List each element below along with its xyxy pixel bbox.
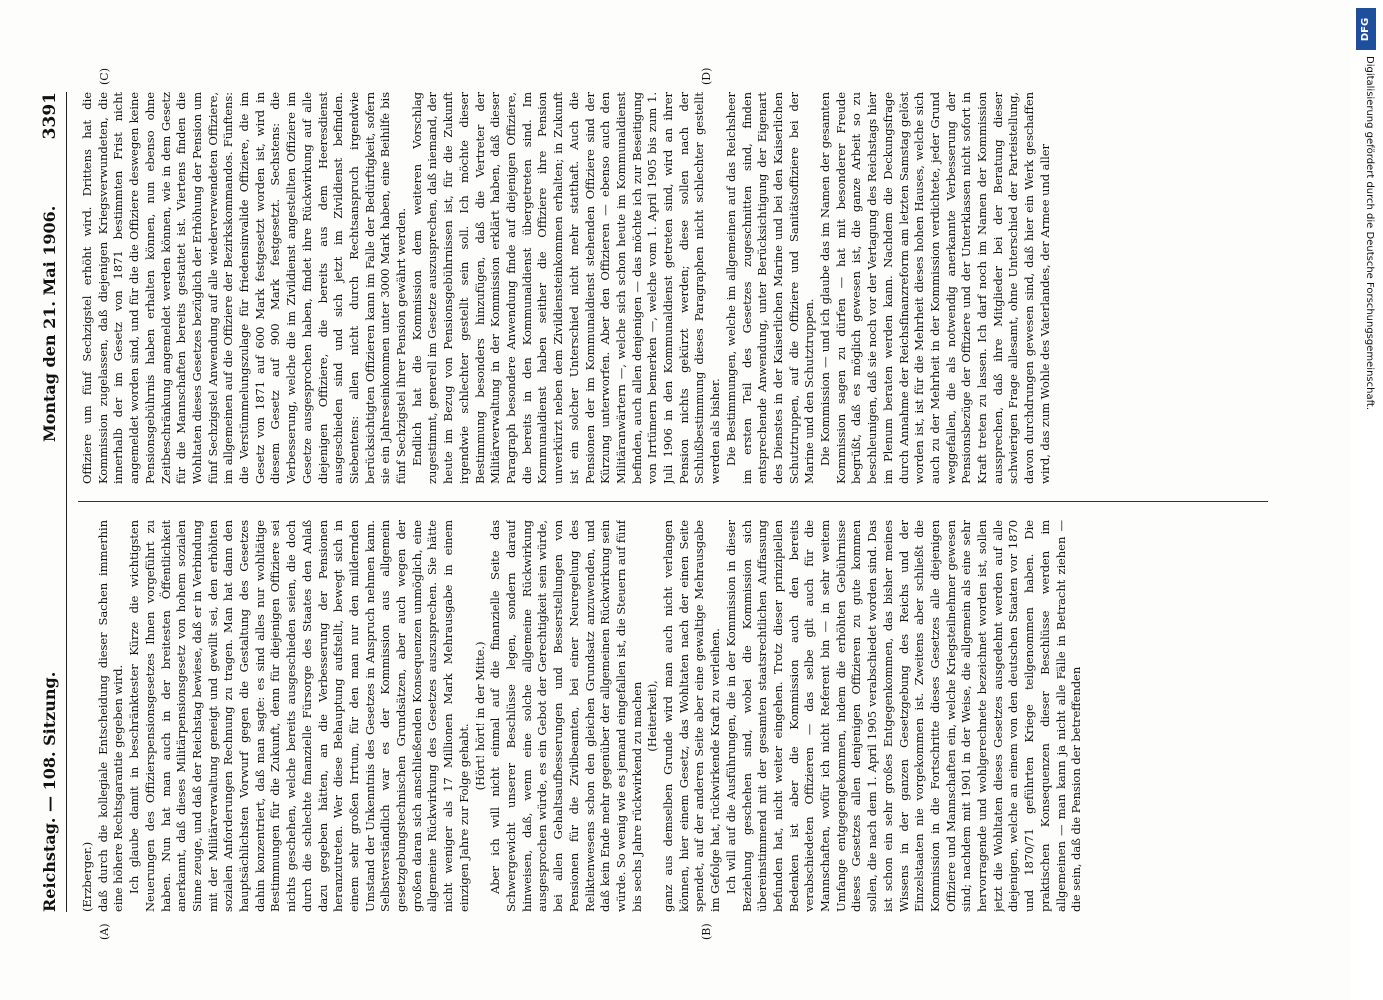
margin-marker-a: (A) — [98, 923, 111, 940]
right-column — [80, 92, 1260, 484]
margin-marker-d: (D) — [700, 67, 713, 85]
paragraph: Endlich hat die Kommission dem weiteren Vorschlag zugestimmt, generell im Gesetze auszusprechen, daß niemand, der heute im Bezug von Pensionsgebührnissen ist, für die Zukunft irgendwie schlechter gestellt sein soll. Ich möchte dieser Bestimmung besonders hinzufügen, daß die Vertreter der Militärverwaltung in der Kommission erklärt haben, daß dieser Paragraph besondere Anwendung finde auf diejenigen Offiziere, die bereits in den Kommunaldienst übergetreten sind. Im Kommunaldienst haben seither die Offiziere ihre Pension unverkürzt neben dem Zivildiensteinkommen erhalten; in Zukunft ist ein solcher Unterschied nicht mehr statthaft. Auch die Pensionen der im Kommunaldienst stehenden Offiziere sind der Kürzung unterworfen. Aber den Offizieren — ebenso auch den Militäranwärtern —, welche sich schon heute im Kommunaldienst befinden, auch allen denjenigen — das möchte ich zur Beseitigung von Irrtümern bemerken —, welche vom 1. April 1905 bis zum 1. Juli 1906 in den Kommunaldienst getreten sind, wird an ihrer Pension nichts gekürzt werden; diese sollen nach der Schlußbestimmung dieses Paragraphen nicht schlechter gestellt werden als bisher. — [409, 92, 723, 484]
paragraph: Ich glaube damit in beschränktester Kürze die wichtigsten Neuerungen des Offizierspensionsgesetzes Ihnen vorgeführt zu haben. Nun hat man auch in der breitesten Öffentlichkeit anerkannt, daß dieses Militärpensionsgesetz von hohem sozialen Sinne zeuge, und daß der Reichstag bewiese, daß er in Verbindung mit der Militärverwaltung geneigt und gewillt sei, den erhöhten sozialen Anforderungen Rechnung zu tragen. Man hat dann den hauptsächlichsten Vorwurf gegen die Gestaltung des Gesetzes dahin konzentriert, daß man sagte: es sind alles nur wohltätige Bestimmungen für die Zukunft, denn für diejenigen Offiziere sei nichts geschehen, welche bereits ausgeschieden seien, die doch durch die schlechte finanzielle Fürsorge des Staates den Anlaß dazu gegeben hätten, an die Verbesserung der Pensionen heranzutreten. Wer diese Behauptung aufstellt, bewegt sich in einem sehr großen Irrtum, für den man nur den mildernden Umstand der Unkenntnis des Gesetzes in Anspruch nehmen kann. Selbstverständlich war es der Kommission aus allgemein gesetzgebungstechnischen Grundsätzen, aber auch wegen der großen daran sich anschließenden Konsequenzen unmöglich, eine allgemeine Rückwirkung des Gesetzes auszusprechen. Sie hätte nicht weniger als 17 Millionen Mark Mehrausgabe in einem einzigen Jahre zur Folge gehabt. — [127, 520, 471, 912]
funding-notice: Digitalisierung gefördert durch die Deutsche Forschungsgemeinschaft. — [1364, 56, 1375, 411]
dfg-sidebar — [1350, 0, 1383, 1000]
left-column — [80, 520, 1260, 912]
speaker-name: (Erzberger.) — [80, 841, 94, 912]
paragraph: Ich will auf die Ausführungen, die in der Kommission in dieser Beziehung geschehen sind, wobei die Kommission sich übereinstimmend mit der gesamten staatsrechtlichen Auffassung befunden hat, nicht weiter eingehen. Trotz dieser prinzipiellen Bedenken ist aber die Kommission auch den bereits verabschiedeten Offizieren — das selbe gilt auch für die Mannschaften, wofür ich nicht Referent bin — in sehr weitem Umfange entgegengekommen, indem die erhöhten Gebührnisse dieses Gesetzes allen denjenigen Offizieren zu gute kommen sollen, die nach dem 1. April 1905 verabschiedet worden sind. Das ist schon ein sehr großes Entgegenkommen, das bisher meines Wissens in der ganzen Gesetzgebung des Reichs und der Einzelstaaten nie vorgekommen ist. Zweitens aber schließt die Kommission in die Fortschritte dieses Gesetzes alle diejenigen Offiziere und Mannschaften ein, welche Kriegsteilnehmer gewesen sind; nachdem mit 1901 in der Weise, die allgemein als eine sehr hervorragende und wohlgerechnete bezeichnet worden ist, sollen jetzt die Wohltaten dieses Gesetzes ausgedehnt werden auf alle diejenigen, welche an einem von den deutschen Staaten vor 1870 und 1870/71 geführten Kriege teilgenommen haben. Die praktischen Konsequenzen dieser Beschlüsse werden im allgemeinen — man kann ja nicht alle Fälle in Betracht ziehen — die sein, daß die Pension der betreffenden — [723, 520, 1084, 912]
paragraph: Die Bestimmungen, welche im allgemeinen auf das Reichsheer im ersten Teil des Gesetzes zugeschnitten sind, finden entsprechende Anwendung, unter Berücksichtigung der Eigenart des Dienstes in der Kaiserlichen Marine und bei den Kaiserlichen Schutztruppen, auf die Offiziere und Sanitätsoffiziere bei der Marine und den Schutztruppen. — [723, 92, 817, 484]
margin-marker-c: (C) — [98, 68, 111, 85]
interjection: (Heiterkeit), — [645, 680, 660, 752]
paragraph: ganz aus demselben Grunde wird man auch nicht verlangen können, hier einem Gesetz, das Wohltaten nach der einen Seite spendet, auf der anderen Seite aber eine gewaltige Mehrausgabe im Gefolge hat, rückwirkende Kraft zu verleihen. — [661, 520, 723, 912]
page-header — [40, 92, 67, 912]
column-divider — [78, 501, 1268, 502]
header-date: Montag den 21. Mai 1906. — [40, 205, 59, 442]
paragraph: daß durch die kollegiale Entscheidung dieser Sachen immerhin eine höhere Rechtsgarantie gegeben wird. — [95, 520, 126, 912]
paragraph: Offiziere um fünf Sechzigstel erhöht wird. Drittens hat die Kommission zugelassen, daß diejenigen Kriegsverwundeten, die innerhalb der im Gesetz von 1871 bestimmten Frist nicht angemeldet worden sind, und für die die Offiziere deswegen keine Pensionsgebührnis haben erhalten können, nun ebenso ohne Zeitbeschränkung angemeldet werden können, wie in dem Gesetz für die Mannschaften bereits gestattet ist. Viertens finden die Wohltaten dieses Gesetzes bezüglich der Erhöhung der Pension um fünf Sechzigstel Anwendung auf alle wiederverwendeten Offiziere, im allgemeinen auf die Offiziere der Bezirkskommandos. Fünftens: die Verstümmelungszulage für friedensinvalide Offiziere, die im Gesetz von 1871 auf 600 Mark festgesetzt worden ist, wird in diesem Gesetz auf 900 Mark festgesetzt. Sechstens: die Verbesserung, welche die im Zivildienst angestellten Offiziere im Gesetze ausgesprochen haben, findet ihre Rückwirkung auf alle diejenigen Offiziere, die bereits aus dem Heeresdienst ausgeschieden sind und sich jetzt im Zivildienst befinden. Siebentens: allen nicht durch Rechtsanspruch irgendwie berücksichtigten Offizieren kann im Falle der Bedürftigkeit, sofern sie ein Jahreseinkommen unter 3000 Mark haben, eine Beihilfe bis fünf Sechzigstel ihrer Pension gewährt werden. — [80, 92, 409, 484]
page-number: 3391 — [40, 92, 60, 140]
header-left: Reichstag. — 108. Sitzung. — [40, 671, 59, 912]
margin-marker-b: (B) — [700, 923, 713, 940]
paragraph: Die Kommission — und ich glaube das im Namen der gesamten Kommission sagen zu dürfen — hat mit besonderer Freude begrüßt, daß es möglich gewesen ist, die ganze Arbeit so zu beschleunigen, daß sie noch vor der Vertagung des Reichstags hier im Plenum beraten werden kann. Nachdem die Deckungsfrage durch Annahme der Reichsfinanzreform am letzten Samstag gelöst worden ist, ist für die Mehrheit dieses hohen Hauses, welche sich auch zu der Mehrheit in der Kommission verdichtete, jeder Grund weggefallen, die als notwendig anerkannte Verbesserung der Pensionsbezüge der Offiziere und der Unterklassen nicht sofort in Kraft treten zu lassen. Ich darf noch im Namen der Kommission aussprechen, daß ihre Mitglieder bei der Beratung dieser schwierigen Frage allesamt, ohne Unterschied der Parteistellung, davon durchdrungen gewesen sind, daß hier ein Werk geschaffen wird, das zum Wohle des Vaterlandes, der Armee und aller — [818, 92, 1052, 484]
interjection: (Hört! hört! in der Mitte.) — [472, 641, 487, 791]
dfg-logo: DFG — [1356, 8, 1376, 50]
paragraph: Aber ich will nicht einmal auf die finanzielle Seite das Schwergewicht unserer Beschlüsse legen, sondern darauf hinweisen, daß, wenn eine solche allgemeine Rückwirkung ausgesprochen würde, es ein Gebot der Gerechtigkeit sein würde, bei allen Gehaltsaufbesserungen und Besserstellungen von Pensionen für die Zivilbeamten, bei einer Neuregelung des Reliktenwesens schon den gleichen Grundsatz anzuwenden, und daß kein Ende mehr gegenüber der allgemeinen Rückwirkung sein würde. So wenig wie es jemand eingefallen ist, die Steuern auf fünf bis sechs Jahre rückwirkend zu machen — [488, 520, 644, 912]
